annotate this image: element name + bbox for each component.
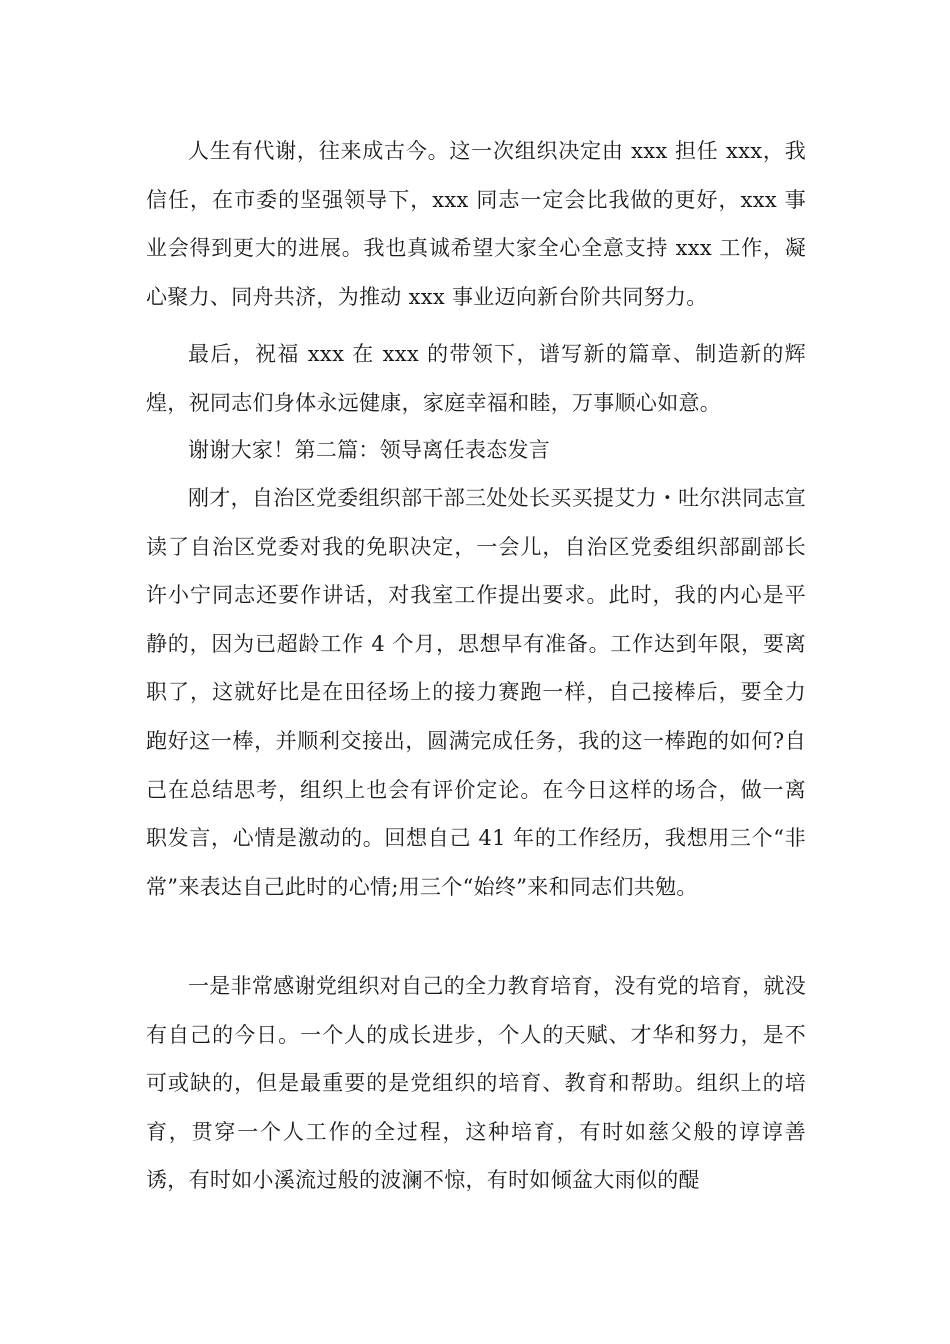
paragraph-3-heading: 谢谢大家！第二篇：领导离任表态发言 [188,438,551,462]
paragraph-4: 刚才，自治区党委组织部干部三处处长买买提艾力・吐尔洪同志宣读了自治区党委对我的免职决定，一会儿，自治区党委组织部副部长许小宁同志还要作讲话，对我室工作提出要求。此时，我的内心是平静的，因为已超龄工作 4 个月，思想早有准备。工作达到年限，要离职了，这就好比是在田径场上的接力赛跑一样，自己接棒后，要全力跑好这一棒，并顺利交接出，圆满完成任务，我的这一棒跑的如何?自己在总结思考，组织上也会有评价定论。在今日这样的场合，做一离职发言，心情是激动的。回想自己 41 年的工作经历，我想用三个“非常”来表达自己此时的心情;用三个“始终”来和同志们共勉。 [146,486,806,899]
paragraph-5: 一是非常感谢党组织对自己的全力教育培育，没有党的培育，就没有自己的今日。一个人的成长进步，个人的天赋、才华和努力，是不可或缺的，但是最重要的是党组织的培育、教育和帮助。组织上的培育，贯穿一个人工作的全过程，这种培育，有时如慈父般的谆谆善诱，有时如小溪流过般的波澜不惊，有时如倾盆大雨似的醍 [146,974,806,1193]
paragraph-2: 最后，祝福 xxx 在 xxx 的带领下，谱写新的篇章、制造新的辉煌，祝同志们身体永远健康，家庭幸福和睦，万事顺心如意。 [146,342,806,415]
paragraph-1: 人生有代谢，往来成古今。这一次组织决定由 xxx 担任 xxx，我信任，在市委的坚强领导下，xxx 同志一定会比我做的更好，xxx 事业会得到更大的进展。我也真诚希望大家全心全意支持 xxx 工作，凝心聚力、同舟共济，为推动 xxx 事业迈向新台阶共同努力。 [146,139,806,309]
